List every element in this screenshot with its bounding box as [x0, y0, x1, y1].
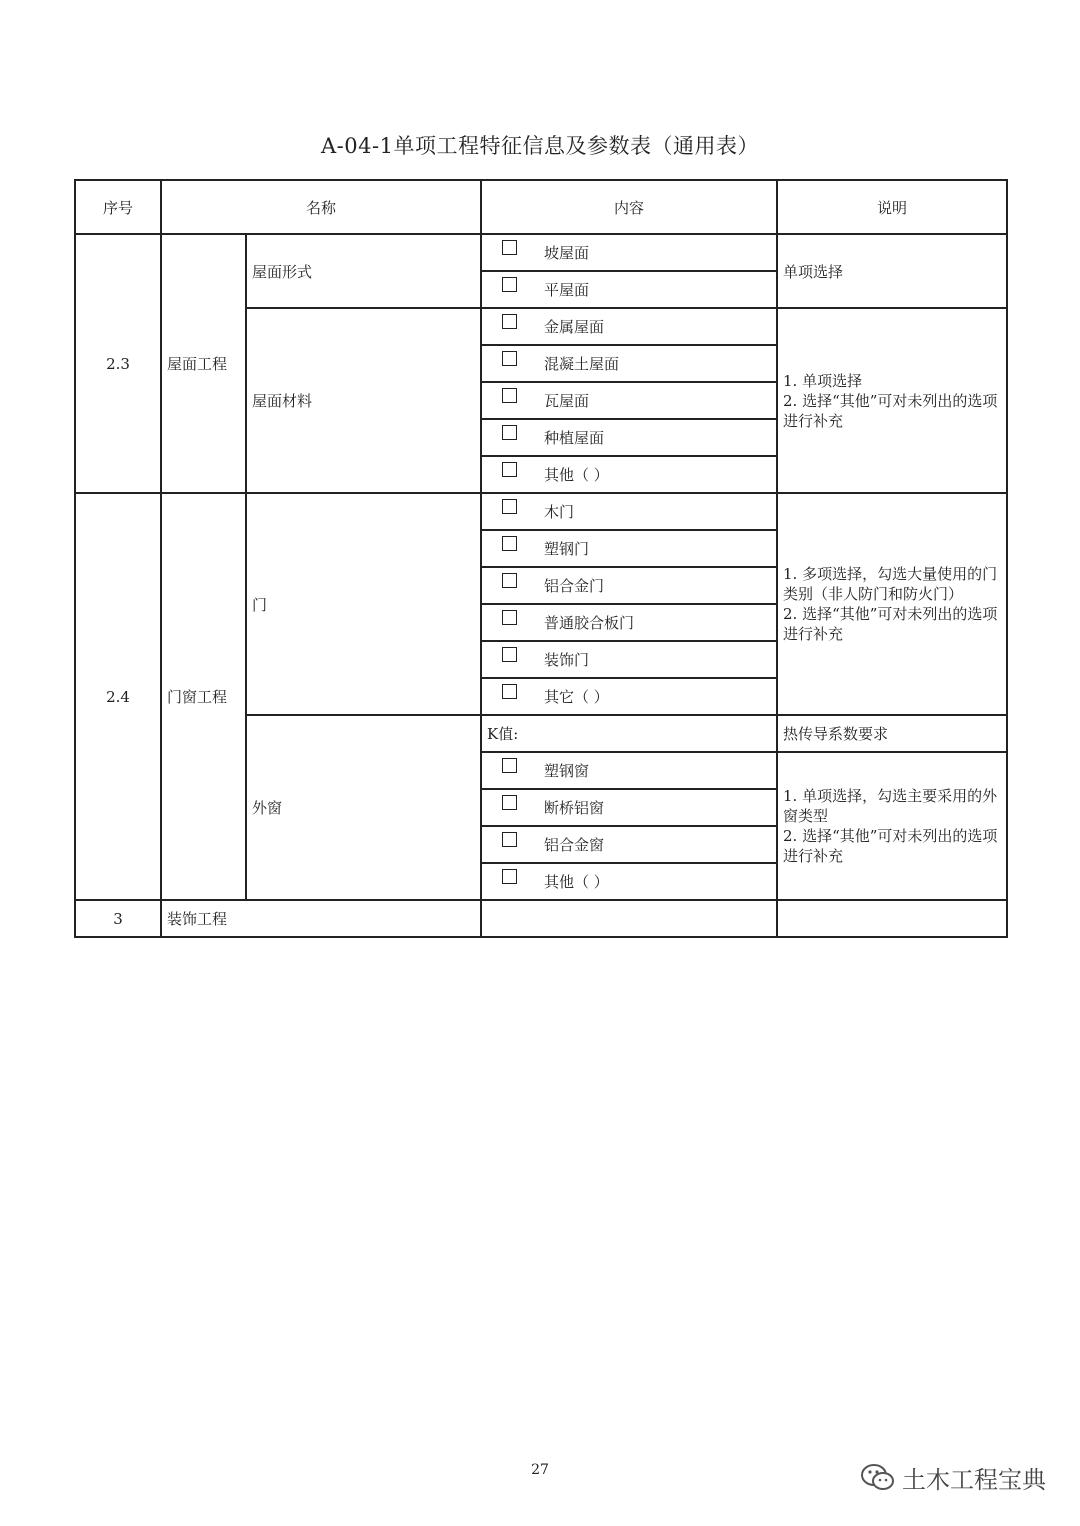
checkbox[interactable]	[502, 758, 517, 773]
row-no-doorwin: 2.4	[75, 493, 161, 900]
row-name-doorwin: 门窗工程	[161, 493, 246, 900]
checkbox[interactable]	[502, 388, 517, 403]
checkbox[interactable]	[502, 647, 517, 662]
page-number: 27	[531, 1462, 549, 1478]
header-no: 序号	[75, 180, 161, 234]
decoration-note	[777, 900, 1007, 937]
checkbox[interactable]	[502, 240, 517, 255]
checkbox[interactable]	[502, 832, 517, 847]
door-note: 1. 多项选择，勾选大量使用的门类别（非人防门和防火门） 2. 选择“其他”可对未列出的选项进行补充	[777, 493, 1007, 715]
checkbox[interactable]	[502, 499, 517, 514]
watermark-text: 土木工程宝典	[902, 1466, 1046, 1494]
option-cell[interactable]: 塑钢门	[481, 530, 777, 567]
checkbox[interactable]	[502, 351, 517, 366]
roof-material-label: 屋面材料	[246, 308, 481, 493]
header-row	[75, 180, 1007, 234]
watermark	[860, 1460, 1046, 1495]
option-cell[interactable]: 金属屋面	[481, 308, 777, 345]
wechat-icon	[860, 1462, 896, 1494]
row-name-roof: 屋面工程	[161, 234, 246, 493]
checkbox[interactable]	[502, 684, 517, 699]
k-value-field[interactable]: K值:	[481, 715, 777, 752]
header-name: 名称	[161, 180, 481, 234]
option-cell[interactable]: 其他（ ）	[481, 863, 777, 900]
option-cell[interactable]: 铝合金窗	[481, 826, 777, 863]
option-cell[interactable]: 断桥铝窗	[481, 789, 777, 826]
header-note: 说明	[777, 180, 1007, 234]
option-cell[interactable]: 种植屋面	[481, 419, 777, 456]
option-cell[interactable]: 混凝土屋面	[481, 345, 777, 382]
option-cell[interactable]: 铝合金门	[481, 567, 777, 604]
roof-material-note: 1. 单项选择 2. 选择“其他”可对未列出的选项进行补充	[777, 308, 1007, 493]
row-no-decoration: 3	[75, 900, 161, 937]
row-name-decoration: 装饰工程	[161, 900, 481, 937]
option-cell[interactable]: 坡屋面	[481, 234, 777, 271]
roof-form-label: 屋面形式	[246, 234, 481, 308]
roof-form-note: 单项选择	[777, 234, 1007, 308]
table-row	[75, 493, 1007, 530]
checkbox[interactable]	[502, 869, 517, 884]
window-note: 1. 单项选择，勾选主要采用的外窗类型 2. 选择“其他”可对未列出的选项进行补充	[777, 752, 1007, 900]
checkbox[interactable]	[502, 536, 517, 551]
door-label: 门	[246, 493, 481, 715]
checkbox[interactable]	[502, 573, 517, 588]
page-title: A-04-1单项工程特征信息及参数表（通用表）	[321, 134, 759, 158]
option-cell[interactable]: 其他（ ）	[481, 456, 777, 493]
spec-table	[74, 179, 1008, 938]
decoration-content[interactable]	[481, 900, 777, 937]
checkbox[interactable]	[502, 795, 517, 810]
table-row	[75, 234, 1007, 271]
option-cell[interactable]: 瓦屋面	[481, 382, 777, 419]
header-content: 内容	[481, 180, 777, 234]
option-cell[interactable]: 装饰门	[481, 641, 777, 678]
option-cell[interactable]: 塑钢窗	[481, 752, 777, 789]
checkbox[interactable]	[502, 462, 517, 477]
option-cell[interactable]: 其它（ ）	[481, 678, 777, 715]
table-row	[75, 900, 1007, 937]
checkbox[interactable]	[502, 425, 517, 440]
checkbox[interactable]	[502, 277, 517, 292]
row-no-roof: 2.3	[75, 234, 161, 493]
checkbox[interactable]	[502, 314, 517, 329]
checkbox[interactable]	[502, 610, 517, 625]
option-cell[interactable]: 平屋面	[481, 271, 777, 308]
window-label: 外窗	[246, 715, 481, 900]
k-value-note: 热传导系数要求	[777, 715, 1007, 752]
option-cell[interactable]: 木门	[481, 493, 777, 530]
option-cell[interactable]: 普通胶合板门	[481, 604, 777, 641]
